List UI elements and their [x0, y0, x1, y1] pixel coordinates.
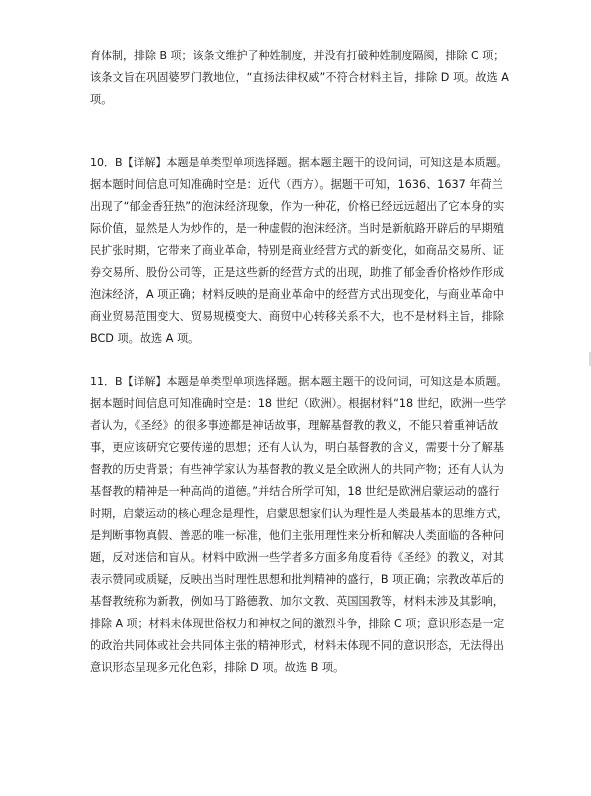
text-line: 11．B【详解】本题是单类型单项选择题。据本题主题干的设问词，可知这是本质题。: [90, 375, 508, 388]
text-line: 券交易所、股份公司等，正是这些新的经营方式的出现，助推了郁金香价格炒作形成: [90, 266, 504, 279]
text-line: 排除 A 项；材料未体现世俗权力和神权之间的激烈斗争，排除 C 项；意识形态是一定: [90, 617, 505, 630]
text-line: 出现了“郁金香狂热”的泡沫经济现象，作为一种花，价格已经远远超出了它本身的实: [90, 200, 505, 213]
text-line: 者认为，《圣经》的很多事迹都是神话故事，理解基督教的教义，不能只着重神话故: [90, 419, 499, 432]
text-line: 意识形态呈现多元化色彩，排除 D 项。故选 B 项。: [90, 661, 345, 674]
text-line: 项。: [90, 93, 113, 106]
text-line: 事，更应该研究它要传递的思想；还有人认为，明白基督教的含义，需要十分了解基: [90, 441, 504, 454]
text-line: 育体制，排除 B 项；该条文维护了种姓制度，并没有打破种姓制度隔阂，排除 C 项；: [90, 49, 505, 62]
text-line: 的政治共同体或社会共同体主张的精神形式，材料未体现不同的意识形态，无法得出: [90, 639, 504, 652]
text-line: 题，反对迷信和盲从。材料中欧洲一些学者多方面多角度看待《圣经》的教义，对其: [90, 551, 504, 564]
text-line: 商业贸易范围变大、贸易规模变大、商贸中心转移关系不大，也不是材料主旨，排除: [90, 310, 504, 323]
text-line: 际价值，显然是人为炒作的，是一种虚假的泡沫经济。当时是新航路开辟后的早期殖: [90, 222, 504, 235]
text-line: BCD 项。故选 A 项。: [90, 332, 200, 345]
text-line: 据本题时间信息可知准确时空是：近代（西方）。据题干可知，1636、1637 年荷兰: [90, 178, 503, 191]
text-line: 是判断事物真假、善恶的唯一标准，他们主张用理性来分析和解决人类面临的各种问: [90, 529, 504, 542]
text-line: 10．B【详解】本题是单类型单项选择题。据本题主题干的设问词，可知这是本质题。: [90, 156, 508, 169]
text-line: 据本题时间信息可知准确时空是：18 世纪（欧洲）。根据材料“18 世纪，欧洲一些学: [90, 397, 507, 410]
text-line: 基督教的精神是一种高尚的道德。”并结合所学可知，18 世纪是欧洲启蒙运动的盛行: [90, 485, 500, 498]
text-line: 基督教统称为新教，例如马丁路德教、加尔文教、英国国教等，材料未涉及其影响，: [90, 595, 504, 608]
text-line: 泡沫经济，A 项正确；材料反映的是商业革命中的经营方式出现变化，与商业革命中: [90, 288, 504, 301]
text-line: 时期，启蒙运动的核心理念是理性，启蒙思想家们认为理性是人类最基本的思维方式，: [90, 507, 508, 520]
text-line: 表示赞同或质疑，反映出当时理性思想和批判精神的盛行，B 项正确；宗教改革后的: [90, 573, 504, 586]
text-line: 民扩张时期，它带来了商业革命，特别是商业经营方式的新变化，如商品交易所、证: [90, 244, 504, 257]
text-line: 督教的历史背景；有些神学家认为基督教的教义是全欧洲人的共同产物；还有人认为: [90, 463, 504, 476]
text-line: 该条文旨在巩固婆罗门教地位，“直扬法律权威”不符合材料主旨，排除 D 项。故选 A: [90, 71, 509, 84]
